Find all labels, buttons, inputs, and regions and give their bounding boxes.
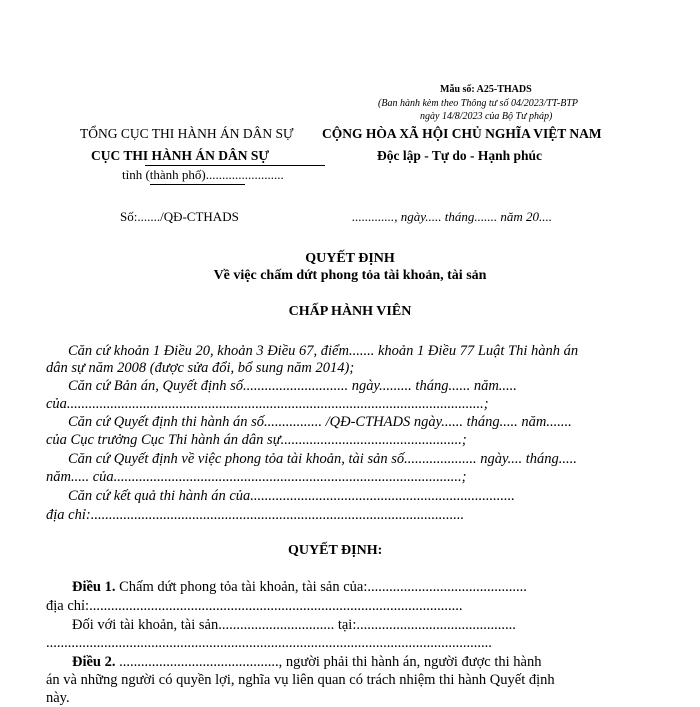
article-2-line-3: này.	[46, 690, 70, 706]
basis-4-line-1: Căn cứ Quyết định về việc phong tỏa tài khoản, tài sản số.................... ngày.... tháng.....	[68, 451, 577, 467]
basis-3-line-2: của Cục trưởng Cục Thi hành án dân sự..................................................;	[46, 432, 467, 448]
basis-2-line-1: Căn cứ Bản án, Quyết định số............................. ngày......... tháng...... năm.....	[68, 378, 517, 394]
agency-province: tỉnh (thành phố)........................	[122, 167, 284, 182]
place-date: ............., ngày..... tháng....... năm 20....	[352, 209, 553, 224]
agency-separator	[150, 184, 245, 185]
article-1-line-3: Đối với tài khoản, tài sản................................ tại:............................................	[72, 617, 516, 633]
decision-heading: QUYẾT ĐỊNH:	[288, 543, 383, 558]
article-1-text: Chấm dứt phong tỏa tài khoản, tài sản của:............................................	[115, 579, 527, 595]
article-2-text: ............................................, người phải thi hành án, người được thi hành	[115, 654, 542, 670]
basis-4-line-2: năm..... của................................................................................................;	[46, 469, 467, 485]
article-2-line-2: án và những người có quyền lợi, nghĩa vụ liên quan có trách nhiệm thi hành Quyết định	[46, 672, 555, 688]
basis-1-line-1: Căn cứ khoản 1 Điều 20, khoản 3 Điều 67, điểm....... khoản 1 Điều 77 Luật Thi hành án	[68, 343, 579, 359]
article-1-line-4: ...........................................................................................................................	[46, 635, 492, 651]
national-motto: Độc lập - Tự do - Hạnh phúc	[377, 148, 543, 163]
article-2-line-1	[72, 654, 541, 671]
basis-1-line-2: dân sự năm 2008 (được sửa đổi, bổ sung năm 2014);	[46, 360, 355, 376]
article-1-line-2: địa chỉ:.......................................................................................................	[46, 598, 463, 614]
article-1-line-1	[72, 579, 527, 596]
document-number: Số:......./QĐ-CTHADS	[120, 209, 239, 224]
agency-underline	[145, 165, 325, 166]
form-issuance-date: ngày 14/8/2023 của Bộ Tư pháp)	[420, 111, 553, 122]
document-title: QUYẾT ĐỊNH	[305, 251, 395, 266]
agency-name: CỤC THI HÀNH ÁN DÂN SỰ	[91, 148, 270, 163]
basis-2-line-2: của...................................................................................................................;	[46, 396, 489, 412]
basis-5-line-2: địa chỉ:.......................................................................................................	[46, 507, 465, 523]
form-issuance-note: (Ban hành kèm theo Thông tư số 04/2023/TT-BTP	[378, 98, 578, 109]
parent-agency: TỔNG CỤC THI HÀNH ÁN DÂN SỰ	[80, 126, 294, 141]
document-subtitle: Về việc chấm dứt phong tỏa tài khoản, tài sản	[213, 268, 487, 283]
issuing-authority: CHẤP HÀNH VIÊN	[288, 304, 412, 319]
article-2-label: Điều 2.	[72, 654, 116, 670]
basis-5-line-1: Căn cứ kết quả thi hành án của.........................................................................	[68, 488, 515, 504]
basis-3-line-1: Căn cứ Quyết định thi hành án số................ /QĐ-CTHADS ngày...... tháng..... năm.......	[68, 414, 572, 430]
article-1-label: Điều 1.	[72, 579, 116, 595]
republic-name: CỘNG HÒA XÃ HỘI CHỦ NGHĨA VIỆT NAM	[322, 126, 602, 141]
form-code: Mẫu số: A25-THADS	[440, 84, 532, 95]
